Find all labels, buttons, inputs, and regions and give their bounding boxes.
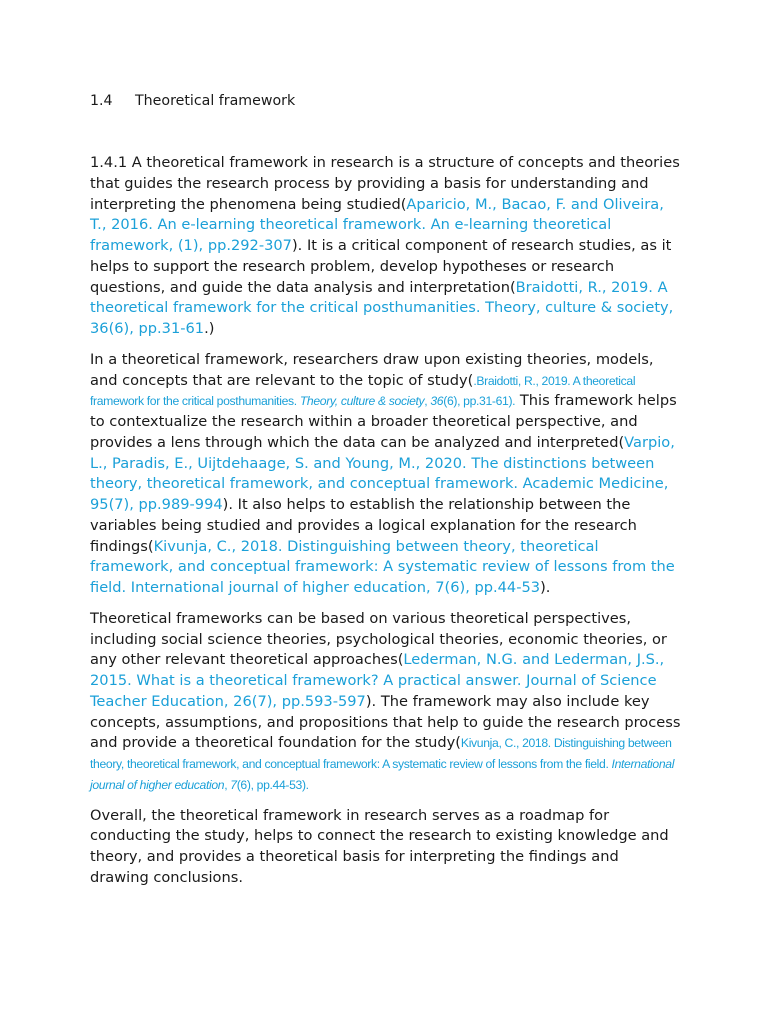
citation-journal: International journal of higher education [90,757,675,792]
paragraph-1 [90,153,682,340]
paragraph-4 [90,806,682,889]
citation-text: (6), pp.44-53). [236,777,309,792]
section-number: 1.4 [90,93,113,109]
paragraph-text: ). It also helps to establish the relationship between the variables being studied and provides a logical explanation for the research findings( [90,496,637,555]
paragraph-text: .) [204,320,215,337]
section-title: Theoretical framework [135,93,296,109]
paragraph-text: ). The framework may also include key concepts, assumptions, and propositions that help to guide the research process and provide a theoretical foundation for the study( [90,692,681,752]
citation-kivunja: Kivunja, C., 2018. Distinguishing between theory, theoretical framework, and conceptual framework: A systematic review of lessons from the field. International journal of higher education, 7(6), pp.44-53 [90,537,675,596]
paragraph-text: Overall, the theoretical framework in research serves as a roadmap for conducting the study, helps to connect the research to existing knowledge and theory, and provides a theoretical basis for interpreting the findings and drawing conclusions. [90,806,669,886]
citation-braidotti: Braidotti, R., 2019. A theoretical framework for the critical posthumanities. Theory, culture & society, 36(6), pp.31-61 [90,278,674,337]
citation-text: , [424,394,431,409]
citation-volume: 7 [230,777,237,792]
paragraph-text: Theoretical frameworks can be based on various theoretical perspectives, including social science theories, psychological theories, economic theories, or any other relevant theoretical approaches( [90,609,667,669]
citation-text: (6), pp.31-61). [443,394,516,409]
paragraph-text: ). It is a critical component of research studies, as it helps to support the research problem, develop hypotheses or research questions, and guide the data analysis and interpretation( [90,237,672,296]
citation-journal: Theory, culture & society [299,394,425,409]
paragraph-3 [90,609,682,796]
document-page [90,90,682,899]
citation-varpio: Varpio, L., Paradis, E., Uijtdehaage, S. and Young, M., 2020. The distinctions between theory, theoretical framework, and conceptual framework. Academic Medicine, 95(7), pp.989-994 [90,433,675,513]
paragraph-2 [90,350,682,599]
section-heading [90,90,682,112]
citation-text: Kivunja, C., 2018. Distinguishing between theory, theoretical framework, and conceptual framework: A systematic review of lessons from the field. [90,736,672,771]
citation-volume: 36 [430,394,444,409]
citation-aparicio: Aparicio, M., Bacao, F. and Oliveira, T., 2016. An e-learning theoretical framework. An e-learning theoretical framework, (1), pp.292-307 [90,195,664,254]
paragraph-text: ). [540,579,551,596]
paragraph-text: 1.4.1 A theoretical framework in research is a structure of concepts and theories that guides the research process by providing a basis for understanding and interpreting the phenomena being studied( [90,154,680,213]
paragraph-text: In a theoretical framework, researchers draw upon existing theories, models, and concepts that are relevant to the topic of study( [90,350,654,389]
paragraph-text: This framework helps to contextualize the research within a broader theoretical perspective, and provides a lens through which the data can be analyzed and interpreted( [90,392,677,451]
citation-text: .Braidotti, R., 2019. A theoretical framework for the critical posthumanities. [90,373,636,409]
citation-text: , [224,777,231,792]
citation-lederman: Lederman, N.G. and Lederman, J.S., 2015. What is a theoretical framework? A practical answer. Journal of Science Teacher Education, 26(7), pp.593-597 [90,651,665,710]
